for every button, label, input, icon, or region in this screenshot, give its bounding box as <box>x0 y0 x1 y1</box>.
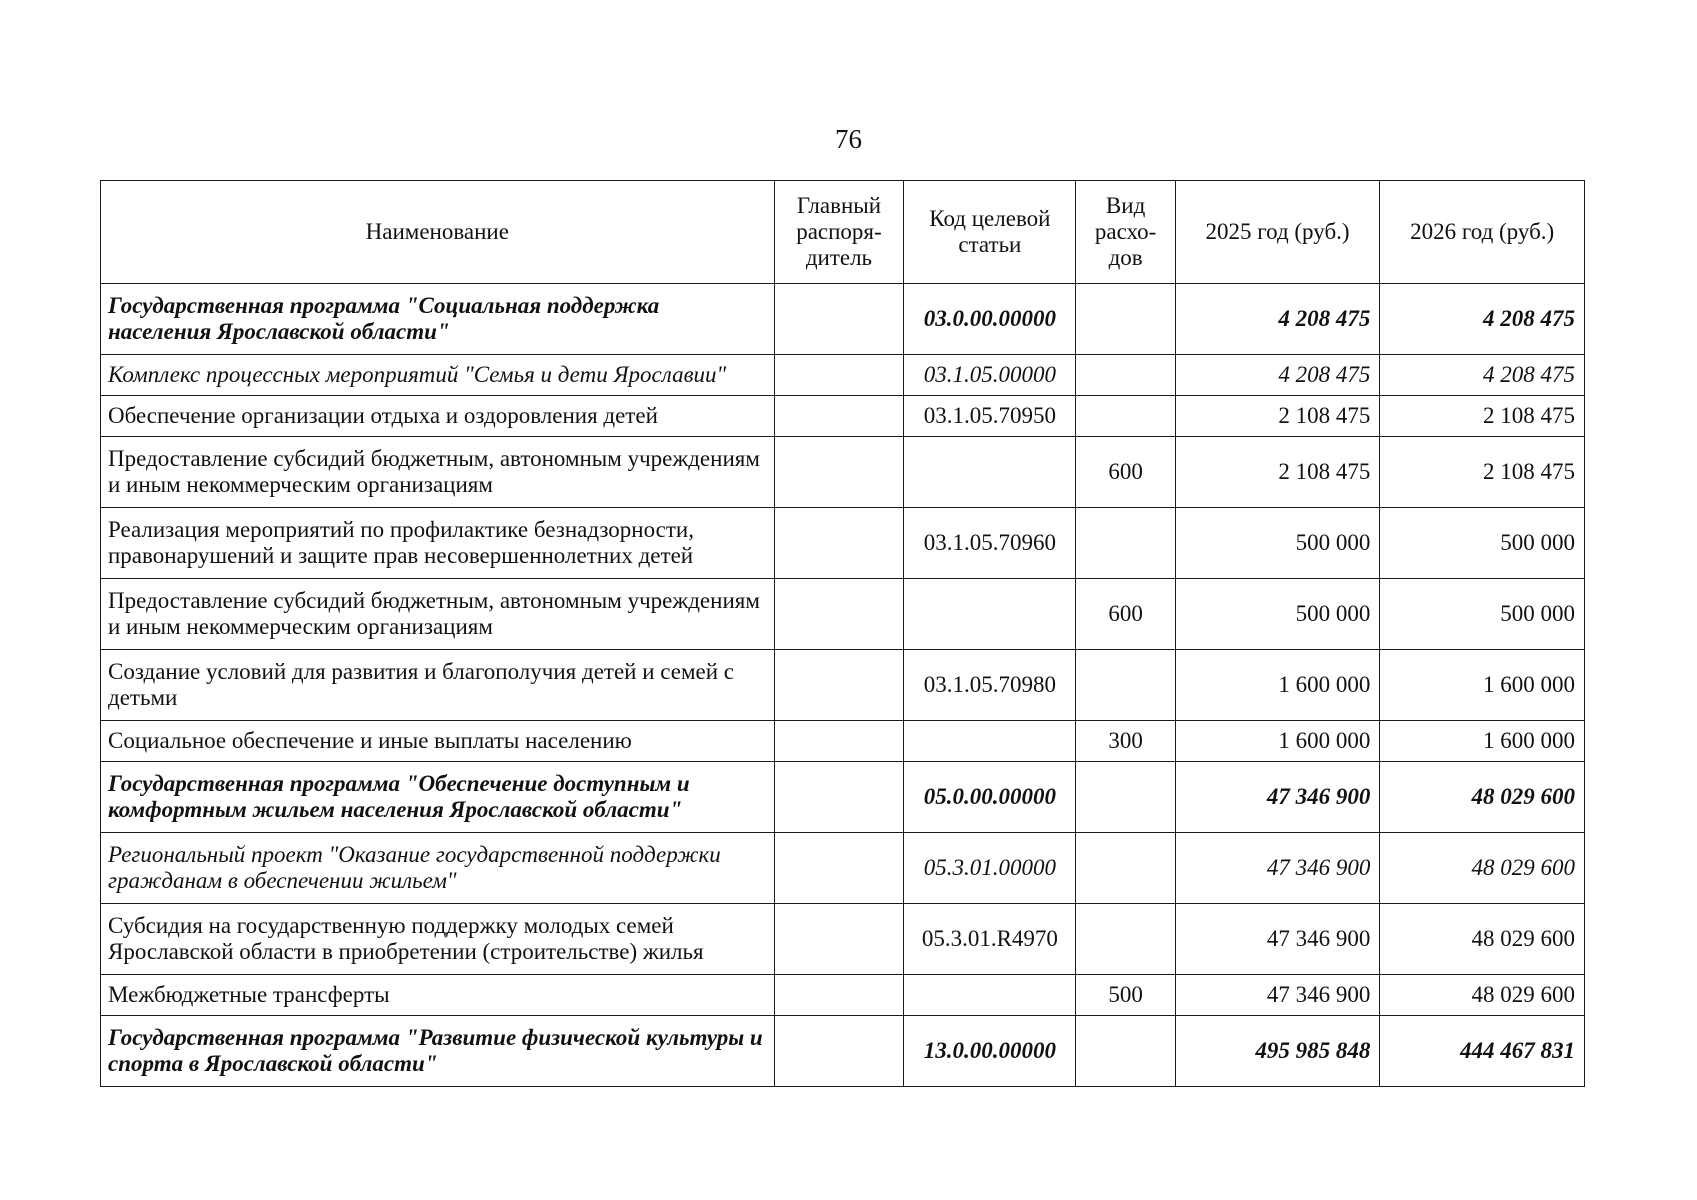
cell-manager <box>774 437 904 508</box>
cell-2026: 48 029 600 <box>1380 975 1585 1016</box>
table-row <box>101 721 1585 762</box>
cell-2025: 47 346 900 <box>1175 833 1380 904</box>
cell-code: 13.0.00.00000 <box>904 1016 1076 1087</box>
cell-manager <box>774 396 904 437</box>
header-code: Код целевой статьи <box>904 181 1076 284</box>
cell-name: Предоставление субсидий бюджетным, автономным учреждениям и иным некоммерческим организациям <box>101 437 775 508</box>
cell-manager <box>774 762 904 833</box>
table-row <box>101 284 1585 355</box>
cell-2026: 1 600 000 <box>1380 721 1585 762</box>
table-row <box>101 355 1585 396</box>
table-header-row <box>101 181 1585 284</box>
cell-code: 03.0.00.00000 <box>904 284 1076 355</box>
cell-manager <box>774 284 904 355</box>
cell-2025: 2 108 475 <box>1175 396 1380 437</box>
cell-manager <box>774 975 904 1016</box>
cell-2025: 1 600 000 <box>1175 721 1380 762</box>
cell-2025: 4 208 475 <box>1175 284 1380 355</box>
table-row <box>101 975 1585 1016</box>
header-type: Вид расхо-дов <box>1076 181 1175 284</box>
cell-code <box>904 579 1076 650</box>
cell-2025: 1 600 000 <box>1175 650 1380 721</box>
cell-name: Государственная программа "Обеспечение доступным и комфортным жильем населения Ярославской области" <box>101 762 775 833</box>
cell-2026: 4 208 475 <box>1380 355 1585 396</box>
cell-2026: 500 000 <box>1380 579 1585 650</box>
cell-2025: 500 000 <box>1175 579 1380 650</box>
cell-name: Межбюджетные трансферты <box>101 975 775 1016</box>
cell-name: Государственная программа "Социальная поддержка населения Ярославской области" <box>101 284 775 355</box>
cell-name: Комплекс процессных мероприятий "Семья и дети Ярославии" <box>101 355 775 396</box>
cell-2025: 4 208 475 <box>1175 355 1380 396</box>
cell-name: Создание условий для развития и благополучия детей и семей с детьми <box>101 650 775 721</box>
cell-2026: 2 108 475 <box>1380 437 1585 508</box>
cell-type <box>1076 904 1175 975</box>
cell-code <box>904 721 1076 762</box>
cell-manager <box>774 721 904 762</box>
cell-manager <box>774 650 904 721</box>
table-row <box>101 650 1585 721</box>
cell-code: 05.0.00.00000 <box>904 762 1076 833</box>
cell-type <box>1076 508 1175 579</box>
cell-name: Обеспечение организации отдыха и оздоровления детей <box>101 396 775 437</box>
cell-name: Социальное обеспечение и иные выплаты населению <box>101 721 775 762</box>
header-2025: 2025 год (руб.) <box>1175 181 1380 284</box>
cell-type <box>1076 762 1175 833</box>
cell-type: 600 <box>1076 579 1175 650</box>
cell-2025: 2 108 475 <box>1175 437 1380 508</box>
cell-type <box>1076 833 1175 904</box>
cell-manager <box>774 355 904 396</box>
cell-type <box>1076 650 1175 721</box>
cell-2026: 48 029 600 <box>1380 762 1585 833</box>
cell-code <box>904 437 1076 508</box>
cell-type <box>1076 396 1175 437</box>
cell-name: Реализация мероприятий по профилактике безнадзорности, правонарушений и защите прав несовершеннолетних детей <box>101 508 775 579</box>
cell-name: Государственная программа "Развитие физической культуры и спорта в Ярославской области" <box>101 1016 775 1087</box>
cell-name: Предоставление субсидий бюджетным, автономным учреждениям и иным некоммерческим организациям <box>101 579 775 650</box>
cell-2026: 48 029 600 <box>1380 833 1585 904</box>
cell-code <box>904 975 1076 1016</box>
cell-code: 05.3.01.R4970 <box>904 904 1076 975</box>
cell-2026: 4 208 475 <box>1380 284 1585 355</box>
cell-manager <box>774 579 904 650</box>
cell-type <box>1076 1016 1175 1087</box>
table-row <box>101 437 1585 508</box>
cell-2025: 495 985 848 <box>1175 1016 1380 1087</box>
cell-2025: 47 346 900 <box>1175 904 1380 975</box>
table-body <box>101 284 1585 1087</box>
cell-code: 03.1.05.70980 <box>904 650 1076 721</box>
cell-manager <box>774 833 904 904</box>
cell-type <box>1076 355 1175 396</box>
cell-name: Субсидия на государственную поддержку молодых семей Ярославской области в приобретении (строительстве) жилья <box>101 904 775 975</box>
table-row <box>101 396 1585 437</box>
table-row <box>101 833 1585 904</box>
header-2026: 2026 год (руб.) <box>1380 181 1585 284</box>
cell-2026: 444 467 831 <box>1380 1016 1585 1087</box>
table-row <box>101 904 1585 975</box>
cell-manager <box>774 508 904 579</box>
budget-table <box>100 180 1585 1087</box>
cell-manager <box>774 1016 904 1087</box>
cell-2026: 2 108 475 <box>1380 396 1585 437</box>
cell-2025: 500 000 <box>1175 508 1380 579</box>
table-row <box>101 1016 1585 1087</box>
cell-type <box>1076 284 1175 355</box>
cell-2026: 500 000 <box>1380 508 1585 579</box>
table-row <box>101 579 1585 650</box>
cell-code: 05.3.01.00000 <box>904 833 1076 904</box>
page-number: 76 <box>835 124 862 154</box>
table-row <box>101 508 1585 579</box>
cell-type: 600 <box>1076 437 1175 508</box>
table-row <box>101 762 1585 833</box>
cell-2025: 47 346 900 <box>1175 762 1380 833</box>
cell-2026: 48 029 600 <box>1380 904 1585 975</box>
cell-code: 03.1.05.70960 <box>904 508 1076 579</box>
cell-manager <box>774 904 904 975</box>
cell-type: 500 <box>1076 975 1175 1016</box>
cell-code: 03.1.05.00000 <box>904 355 1076 396</box>
cell-name: Региональный проект "Оказание государственной поддержки гражданам в обеспечении жильем" <box>101 833 775 904</box>
cell-2026: 1 600 000 <box>1380 650 1585 721</box>
header-manager: Главный распоря-дитель <box>774 181 904 284</box>
cell-code: 03.1.05.70950 <box>904 396 1076 437</box>
header-name: Наименование <box>101 181 775 284</box>
cell-type: 300 <box>1076 721 1175 762</box>
cell-2025: 47 346 900 <box>1175 975 1380 1016</box>
